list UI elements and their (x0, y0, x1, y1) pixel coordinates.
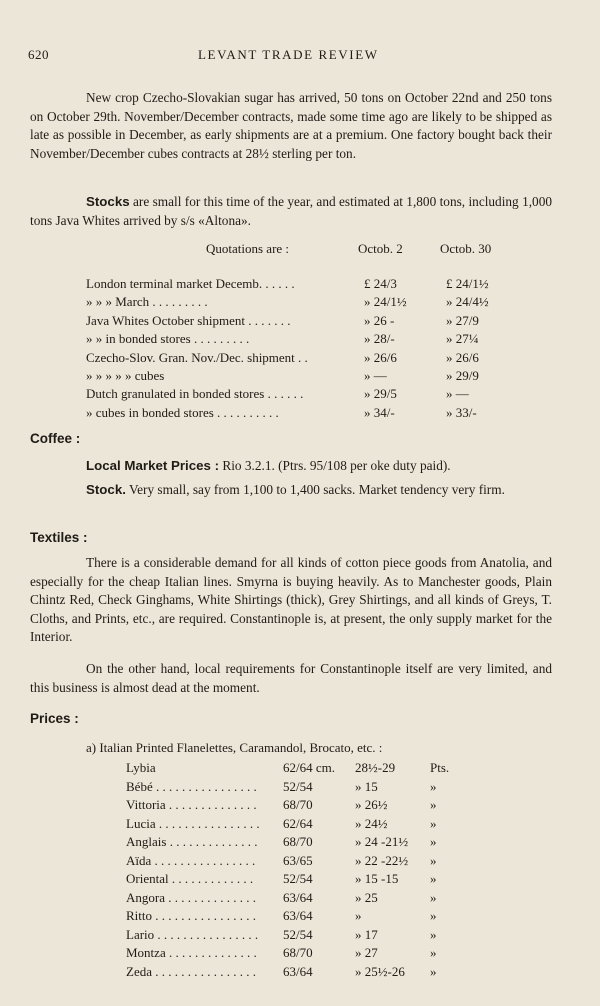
price-item-price: » 22 -22½ (355, 852, 409, 868)
quotation-oct2-value: £ 24/3 (364, 276, 397, 291)
running-title: LEVANT TRADE REVIEW (198, 47, 379, 62)
stocks-lead: Stocks (86, 194, 130, 209)
price-item-width: 68/70 (283, 945, 313, 960)
price-item-name: Angora . . . . . . . . . . . . . . (126, 889, 256, 905)
quotation-label: London terminal market Decemb. . . . . . (86, 276, 295, 291)
quotation-oct30-value: » 27/9 (446, 312, 479, 328)
quotation-label: » » » March . . . . . . . . . (86, 294, 208, 310)
price-item-width: 52/54 (283, 778, 313, 794)
price-item-unit: » (430, 908, 437, 923)
coffee-stock-lead: Stock. (86, 482, 126, 497)
price-item-unit: » (430, 963, 437, 979)
quotation-oct2-value: » 26 - (364, 312, 395, 328)
quotation-oct2-value: » — (364, 368, 387, 383)
price-item-unit: » (430, 871, 437, 886)
quotation-oct30-value: £ 24/1½ (446, 276, 489, 291)
price-item-width: 63/64 (283, 963, 313, 979)
quotation-oct2-value: » 34/- (364, 404, 395, 420)
page-number: 620 (28, 47, 49, 62)
price-item-price: » 24 -21½ (355, 834, 409, 849)
quotation-oct30-value: » 24/4½ (446, 294, 489, 310)
stocks-text: are small for this time of the year, and estimated at 1,800 tons, including 1,000 tons Java Whites arrived by s/s «Altona». (30, 194, 552, 228)
price-item-unit: » (430, 834, 437, 849)
price-item-name: Lario . . . . . . . . . . . . . . . . (126, 926, 259, 942)
price-item-width: 63/64 (283, 908, 313, 923)
quotation-oct2-value: » 29/5 (364, 386, 397, 402)
textiles-paragraph-1: There is a considerable demand for all kinds of cotton piece goods from Anatolia, and especially for the cheap Italian lines. Smyrna is buying heavily. As to Manchester goods, Plain Chintz Red, Check Ginghams, White Shirtings (thick), Grey Shirtings, and all kinds of Greys, T. Cloths, and Prints, etc., are required. Constantinople is, at present, the only supply market for the Interior. (30, 555, 552, 645)
price-item-unit: Pts. (430, 760, 450, 775)
price-item-unit: » (430, 889, 437, 905)
price-item-width: 62/64 cm. (283, 760, 335, 775)
price-item-price: » 15 -15 (355, 871, 399, 886)
quotation-oct30-value: » 27¼ (446, 331, 479, 347)
price-item-price: » 24½ (355, 815, 388, 831)
quotation-label: » » » » » cubes (86, 368, 165, 383)
prices-heading: Prices : (30, 711, 79, 726)
price-item-width: 68/70 (283, 834, 313, 849)
price-item-name: Aïda . . . . . . . . . . . . . . . . (126, 852, 256, 868)
quotation-label: » » in bonded stores . . . . . . . . . (86, 331, 250, 347)
coffee-local-text: Rio 3.2.1. (Ptrs. 95/108 per oke duty paid). (219, 458, 451, 473)
coffee-stock-text: Very small, say from 1,100 to 1,400 sacks. Market tendency very firm. (125, 482, 505, 497)
price-item-name: Bébé . . . . . . . . . . . . . . . . (126, 778, 257, 794)
price-item-price: » 26½ (355, 797, 388, 812)
quotation-oct30-value: » 33/- (446, 404, 477, 420)
price-item-unit: » (430, 815, 437, 831)
quotation-oct30-value: » 29/9 (446, 368, 479, 383)
price-item-price: 28½-29 (355, 760, 396, 775)
quotation-label: Dutch granulated in bonded stores . . . . . . (86, 386, 304, 402)
price-item-unit: » (430, 926, 437, 942)
price-item-name: Zeda . . . . . . . . . . . . . . . . (126, 963, 256, 979)
quotations-heading: Quotations are : (206, 241, 290, 256)
quotation-oct30-value: » 26/6 (446, 349, 479, 365)
coffee-stock-paragraph (30, 481, 552, 500)
price-item-price: » (355, 908, 362, 923)
quotation-label: Czecho-Slov. Gran. Nov./Dec. shipment . . (86, 349, 308, 365)
quotation-oct2-value: » 28/- (364, 331, 395, 347)
price-item-unit: » (430, 852, 437, 868)
price-item-price: » 25½-26 (355, 963, 405, 979)
coffee-heading: Coffee : (30, 431, 81, 446)
price-item-width: 63/65 (283, 852, 313, 868)
price-item-unit: » (430, 797, 437, 812)
stocks-paragraph (30, 193, 552, 230)
price-item-name: Lybia (126, 760, 156, 775)
quotation-oct2-value: » 26/6 (364, 349, 397, 365)
quotation-oct2-value: » 24/1½ (364, 294, 407, 310)
price-item-width: 63/64 (283, 889, 313, 905)
price-item-price: » 27 (355, 945, 378, 960)
quotation-label: Java Whites October shipment . . . . . . . (86, 312, 291, 328)
price-item-name: Lucia . . . . . . . . . . . . . . . . (126, 815, 260, 831)
price-item-name: Oriental . . . . . . . . . . . . . (126, 871, 254, 886)
quotation-oct30-value: » — (446, 386, 469, 402)
price-item-width: 62/64 (283, 815, 313, 831)
sugar-intro-paragraph: New crop Czecho-Slovakian sugar has arrived, 50 tons on October 22nd and 250 tons on October 29th. November/December contracts, made some time ago are likely to be shipped as late as possible in December, as early shipments are at a premium. One factory bought back their November/December cubes contracts at 28½ sterling per ton. (30, 90, 552, 161)
coffee-local-prices (86, 457, 552, 476)
textiles-paragraph-2: On the other hand, local requirements for Constantinople itself are very limited, and this business is almost dead at the moment. (30, 661, 552, 695)
coffee-local-lead: Local Market Prices : (86, 458, 220, 473)
textiles-heading: Textiles : (30, 530, 88, 545)
quotations-col2-header: Octob. 30 (440, 241, 492, 256)
price-item-name: Vittoria . . . . . . . . . . . . . . (126, 797, 257, 812)
quotations-col1-header: Octob. 2 (358, 241, 403, 256)
price-item-name: Anglais . . . . . . . . . . . . . . (126, 834, 258, 849)
price-item-price: » 17 (355, 926, 378, 942)
price-item-name: Ritto . . . . . . . . . . . . . . . . (126, 908, 257, 923)
price-item-unit: » (430, 945, 437, 960)
price-item-width: 52/54 (283, 871, 313, 886)
quotation-label: » cubes in bonded stores . . . . . . . . . . (86, 404, 279, 420)
price-item-unit: » (430, 778, 437, 794)
price-item-price: » 25 (355, 889, 378, 905)
prices-subheading: a) Italian Printed Flanelettes, Caramandol, Brocato, etc. : (86, 740, 383, 755)
price-item-width: 52/54 (283, 926, 313, 942)
price-item-width: 68/70 (283, 797, 313, 812)
price-item-name: Montza . . . . . . . . . . . . . . (126, 945, 257, 960)
price-item-price: » 15 (355, 778, 378, 794)
